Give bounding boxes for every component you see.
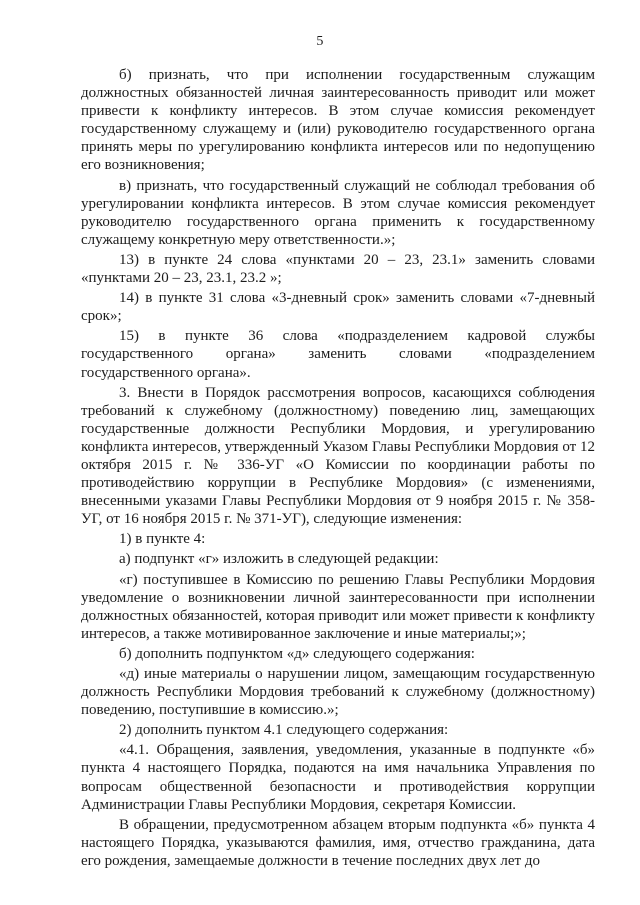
paragraph-item-13: 13) в пункте 24 слова «пунктами 20 – 23, 23.1» заменить словами «пунктами 20 – 23, 23.1, 23.2 »; [81,251,595,287]
paragraph-point-2: 2) дополнить пунктом 4.1 следующего содержания: [119,722,449,739]
paragraph-subpoint-a: а) подпункт «г» изложить в следующей редакции: [119,551,439,568]
paragraph-item-14: 14) в пункте 31 слова «3-дневный срок» заменить словами «7-дневный срок»; [81,290,595,325]
paragraph-subpoint-b: б) дополнить подпунктом «д» следующего содержания: [119,645,475,662]
document-body [81,66,595,870]
paragraph-point-4: 1) в пункте 4: [119,531,206,548]
paragraph-item-v: в) признать, что государственный служащий не соблюдал требования об урегулировании конфликта интересов. В этом случае комиссия рекомендует руководителю государственного органа применить к государственному служащему конкретную меру ответственности.»; [81,177,595,248]
paragraph-item-15: 15) в пункте 36 слова «подразделением кадровой службы государственного органа» заменить словами «подразделением государственного органа». [81,328,595,381]
paragraph-item-b: б) признать, что при исполнении государственным служащим должностных обязанностей личная заинтересованность приводит или может привести к конфликту интересов. В этом случае комиссия рекомендует государственному служащему и (или) руководителю государственного органа принять меры по урегулированию конфликта интересов или по недопущению его возникновения; [81,67,595,174]
paragraph-quote-4-1: «4.1. Обращения, заявления, уведомления, указанные в подпункте «б» пункта 4 настоящего Порядка, подаются на имя начальника Управления по вопросам общественной безопасности и противодействия коррупции Администрации Главы Республики Мордовия, секретаря Комиссии. [81,742,595,813]
paragraph-quote-d: «д) иные материалы о нарушении лицом, замещающим государственную должность Республики Мордовия требований к служебному (должностному) поведению, поступившие в комиссию.»; [81,666,595,719]
paragraph-quote-g: «г) поступившее в Комиссию по решению Главы Республики Мордовия уведомление о возникновении личной заинтересованности при исполнении должностных обязанностей, которая приводит или может привести к конфликту интересов, а также мотивированное заключение и иные материалы;»; [81,571,595,642]
paragraph-appeal-details: В обращении, предусмотренном абзацем вторым подпункта «б» пункта 4 настоящего Порядка, указываются фамилия, имя, отчество гражданина, дата его рождения, замещаемые должности в течение последних двух лет до [81,816,595,869]
page-number: 5 [316,34,324,49]
paragraph-section-3: 3. Внести в Порядок рассмотрения вопросов, касающихся соблюдения требований к служебному (должностному) поведению лиц, замещающих государственные должности Республики Мордовия, и урегулированию конфликта интересов, утвержденный Указом Главы Республики Мордовия от 12 октября 2015 г. № 336-УГ «О Комиссии по координации работы по противодействию коррупции в Республике Мордовия» (с изменениями, внесенными указами Главы Республики Мордовия от 9 ноября 2015 г. № 358-УГ, от 16 ноября 2015 г. № 371-УГ), следующие изменения: [81,384,595,528]
